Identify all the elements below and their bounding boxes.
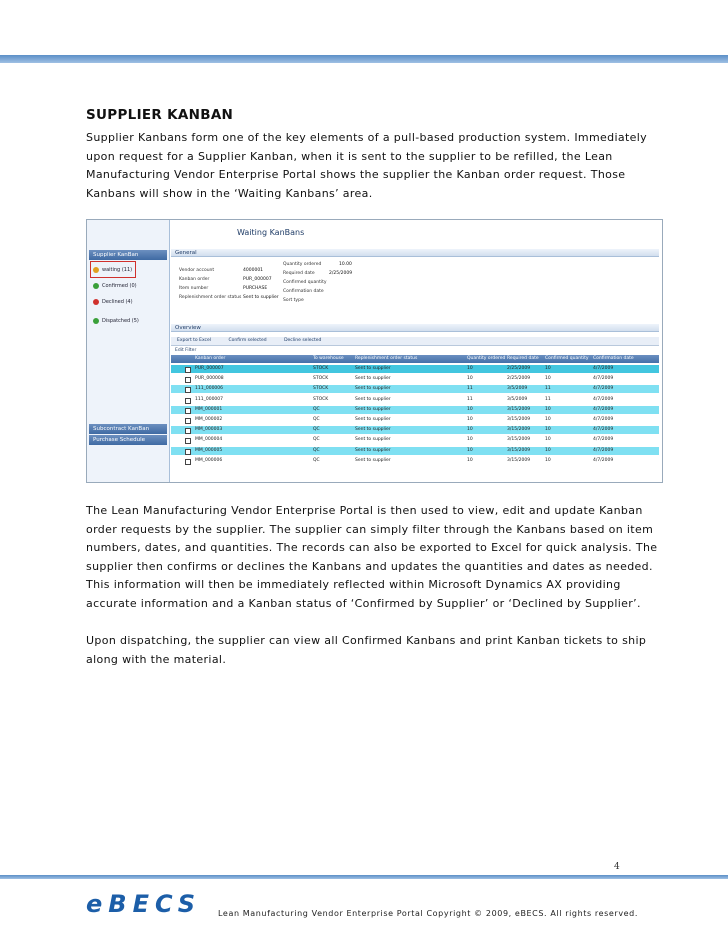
cell-confirmed-qty: 11 [545,386,551,392]
field-value: 4000001 [243,268,264,273]
nav-item-confirmed[interactable]: Confirmed (0) [93,281,163,291]
cell-qty: 11 [467,386,473,392]
cell-required-date: 3/5/2009 [507,386,528,392]
cell-warehouse: STOCK [313,376,329,382]
footer-copyright: Lean Manufacturing Vendor Enterprise Portal Copyright © 2009, eBECS. All rights reserved. [218,909,638,918]
cell-required-date: 3/15/2009 [507,447,531,453]
table-row[interactable] [171,385,659,393]
table-row[interactable] [171,426,659,434]
col-confirmed-qty[interactable]: Confirmed quantity [545,356,589,361]
status-dot-icon [93,318,99,324]
cell-required-date: 3/5/2009 [507,396,528,402]
col-to-warehouse[interactable]: To warehouse [313,356,344,361]
nav-item-declined[interactable]: Declined (4) [93,297,163,307]
col-kanban-order[interactable]: Kanban order [195,356,226,361]
cell-required-date: 3/15/2009 [507,427,531,433]
cell-status: Sent to supplier [355,386,391,392]
col-required-date[interactable]: Required date [507,356,539,361]
portal-screenshot [86,219,663,483]
cell-warehouse: STOCK [313,396,329,402]
cell-required-date: 3/15/2009 [507,457,531,463]
decline-selected-button[interactable]: Decline selected [284,338,322,343]
cell-kanban-order: MM_000001 [195,406,223,412]
cell-qty: 10 [467,437,473,443]
table-row[interactable] [171,365,659,373]
cell-confirmed-qty: 10 [545,376,551,382]
table-row[interactable] [171,436,659,444]
cell-status: Sent to supplier [355,457,391,463]
field-value: Sent to supplier [243,295,279,300]
cell-kanban-order: MM_000002 [195,417,223,422]
left-navigation [87,220,170,482]
cell-status: Sent to supplier [355,437,391,443]
col-confirmation-date[interactable]: Confirmation date [593,356,634,361]
cell-required-date: 2/25/2009 [507,366,531,371]
cell-confirmation-date: 4/7/2009 [593,406,614,412]
cell-warehouse: QC [313,437,320,443]
cell-required-date: 3/15/2009 [507,406,531,412]
cell-qty: 10 [467,447,473,453]
cell-confirmation-date: 4/7/2009 [593,376,614,382]
cell-status: Sent to supplier [355,447,391,453]
cell-kanban-order: PUR_000007 [195,366,224,371]
cell-status: Sent to supplier [355,417,391,422]
row-checkbox[interactable] [185,408,191,414]
field-label: Replenishment order status [179,295,242,300]
body-paragraph: The Lean Manufacturing Vendor Enterprise Portal is then used to view, edit and update Kanban order requests by the supplier. The supplier can simply filter through the Kanbans based on item numbers, dates, and quantities. The records can also be exported to Excel for quick analysis. The supplier then confirms or declines the Kanbans and updates the quantities and dates as needed. This information will then be immediately reflected within Microsoft Dynamics AX providing accurate information and a Kanban status of ‘Confirmed by Supplier’ or ‘Declined by Supplier’. [86,504,658,610]
nav-subcontract-kanban[interactable]: Subcontract KanBan [89,424,167,434]
row-checkbox[interactable] [185,449,191,455]
cell-confirmation-date: 4/7/2009 [593,447,614,453]
nav-purchase-schedule[interactable]: Purchase Schedule [89,435,167,445]
nav-header-supplier-kanban[interactable]: Supplier KanBan [89,250,167,260]
header-rule [0,55,728,63]
cell-confirmed-qty: 10 [545,366,551,371]
cell-qty: 10 [467,376,473,382]
cell-confirmed-qty: 10 [545,417,551,422]
cell-qty: 10 [467,417,473,422]
body-paragraph: Upon dispatching, the supplier can view all Confirmed Kanbans and print Kanban tickets to ship along with the material. [86,634,647,666]
cell-kanban-order: 111_000006 [195,386,224,392]
col-qty-ordered[interactable]: Quantity ordered [467,356,506,361]
row-checkbox[interactable] [185,398,191,404]
nav-item-dispatched[interactable]: Dispatched (5) [93,316,163,326]
cell-warehouse: QC [313,447,320,453]
cell-confirmation-date: 4/7/2009 [593,427,614,433]
cell-required-date: 3/15/2009 [507,417,531,422]
cell-confirmation-date: 4/7/2009 [593,457,614,463]
cell-warehouse: QC [313,427,320,433]
cell-kanban-order: MM_000004 [195,437,223,443]
field-label: Item number [179,286,209,291]
cell-qty: 10 [467,427,473,433]
field-label: Required date [283,271,315,276]
overview-section-header[interactable]: Overview [171,324,659,332]
grid-toolbar [171,337,659,346]
cell-qty: 10 [467,406,473,412]
table-row[interactable] [171,447,659,455]
cell-confirmed-qty: 11 [545,396,551,402]
general-section-header[interactable]: General [171,249,659,257]
cell-confirmation-date: 4/7/2009 [593,417,614,422]
cell-warehouse: QC [313,457,320,463]
cell-qty: 11 [467,396,473,402]
table-row[interactable] [171,375,659,383]
cell-confirmation-date: 4/7/2009 [593,437,614,443]
grid-header [171,355,659,363]
col-status[interactable]: Replenishment order status [355,356,418,361]
status-dot-icon [93,267,99,273]
cell-kanban-order: PUR_000008 [195,376,224,382]
table-row[interactable] [171,416,659,424]
field-label: Quantity ordered [283,262,322,267]
row-checkbox[interactable] [185,418,191,424]
export-excel-button[interactable]: Export to Excel [177,338,212,343]
intro-paragraph: Supplier Kanbans form one of the key elements of a pull-based production system. Immediately upon request for a Supplier Kanban, when it is sent to the supplier to be refilled, the Lean Manufacturing Vendor Enterprise Portal shows the supplier the Kanban order request. Those Kanbans will show in the ‘Waiting Kanbans’ area. [86,131,648,200]
cell-confirmed-qty: 10 [545,406,551,412]
edit-filter-link[interactable]: Edit Filter [175,348,197,353]
field-label: Confirmed quantity [283,280,327,285]
cell-status: Sent to supplier [355,406,391,412]
cell-status: Sent to supplier [355,427,391,433]
confirm-selected-button[interactable]: Confirm selected [228,338,267,343]
cell-warehouse: STOCK [313,366,329,371]
row-checkbox[interactable] [185,387,191,393]
nav-item-waiting[interactable]: waiting (11) [93,265,163,275]
row-checkbox[interactable] [185,428,191,434]
cell-confirmation-date: 4/7/2009 [593,366,614,371]
cell-required-date: 3/15/2009 [507,437,531,443]
row-checkbox[interactable] [185,377,191,383]
cell-status: Sent to supplier [355,396,391,402]
cell-confirmation-date: 4/7/2009 [593,396,614,402]
field-label: Vendor account [179,268,215,273]
cell-qty: 10 [467,366,473,371]
field-value: 2/25/2009 [329,271,353,276]
cell-kanban-order: MM_000005 [195,447,223,453]
cell-confirmed-qty: 10 [545,447,551,453]
cell-kanban-order: MM_000006 [195,457,223,463]
cell-kanban-order: 111_000007 [195,396,224,402]
cell-kanban-order: MM_000003 [195,427,223,433]
main-panel [171,220,662,482]
cell-confirmed-qty: 10 [545,427,551,433]
row-checkbox[interactable] [185,438,191,444]
field-value: PUR_000007 [243,277,272,282]
field-label: Kanban order [179,277,210,282]
cell-warehouse: QC [313,417,320,422]
field-label: Confirmation date [283,289,324,294]
cell-confirmed-qty: 10 [545,457,551,463]
section-heading: SUPPLIER KANBAN [86,107,234,123]
field-label: Sort type [283,298,304,303]
company-logo: eBECS [86,890,202,918]
cell-required-date: 2/25/2009 [507,376,531,382]
cell-warehouse: STOCK [313,386,329,392]
cell-status: Sent to supplier [355,366,391,371]
page-number: 4 [614,862,620,872]
footer-rule [0,875,728,879]
cell-confirmation-date: 4/7/2009 [593,386,614,392]
row-checkbox[interactable] [185,459,191,465]
row-checkbox[interactable] [185,367,191,373]
cell-status: Sent to supplier [355,376,391,382]
table-row[interactable] [171,406,659,414]
table-row[interactable] [171,396,659,404]
window-title: Waiting KanBans [237,228,305,237]
cell-confirmed-qty: 10 [545,437,551,443]
field-value: PURCHASE [243,286,268,291]
cell-qty: 10 [467,457,473,463]
status-dot-icon [93,299,99,305]
status-dot-icon [93,283,99,289]
cell-warehouse: QC [313,406,320,412]
table-row[interactable] [171,457,659,465]
field-value: 10.00 [339,262,352,267]
